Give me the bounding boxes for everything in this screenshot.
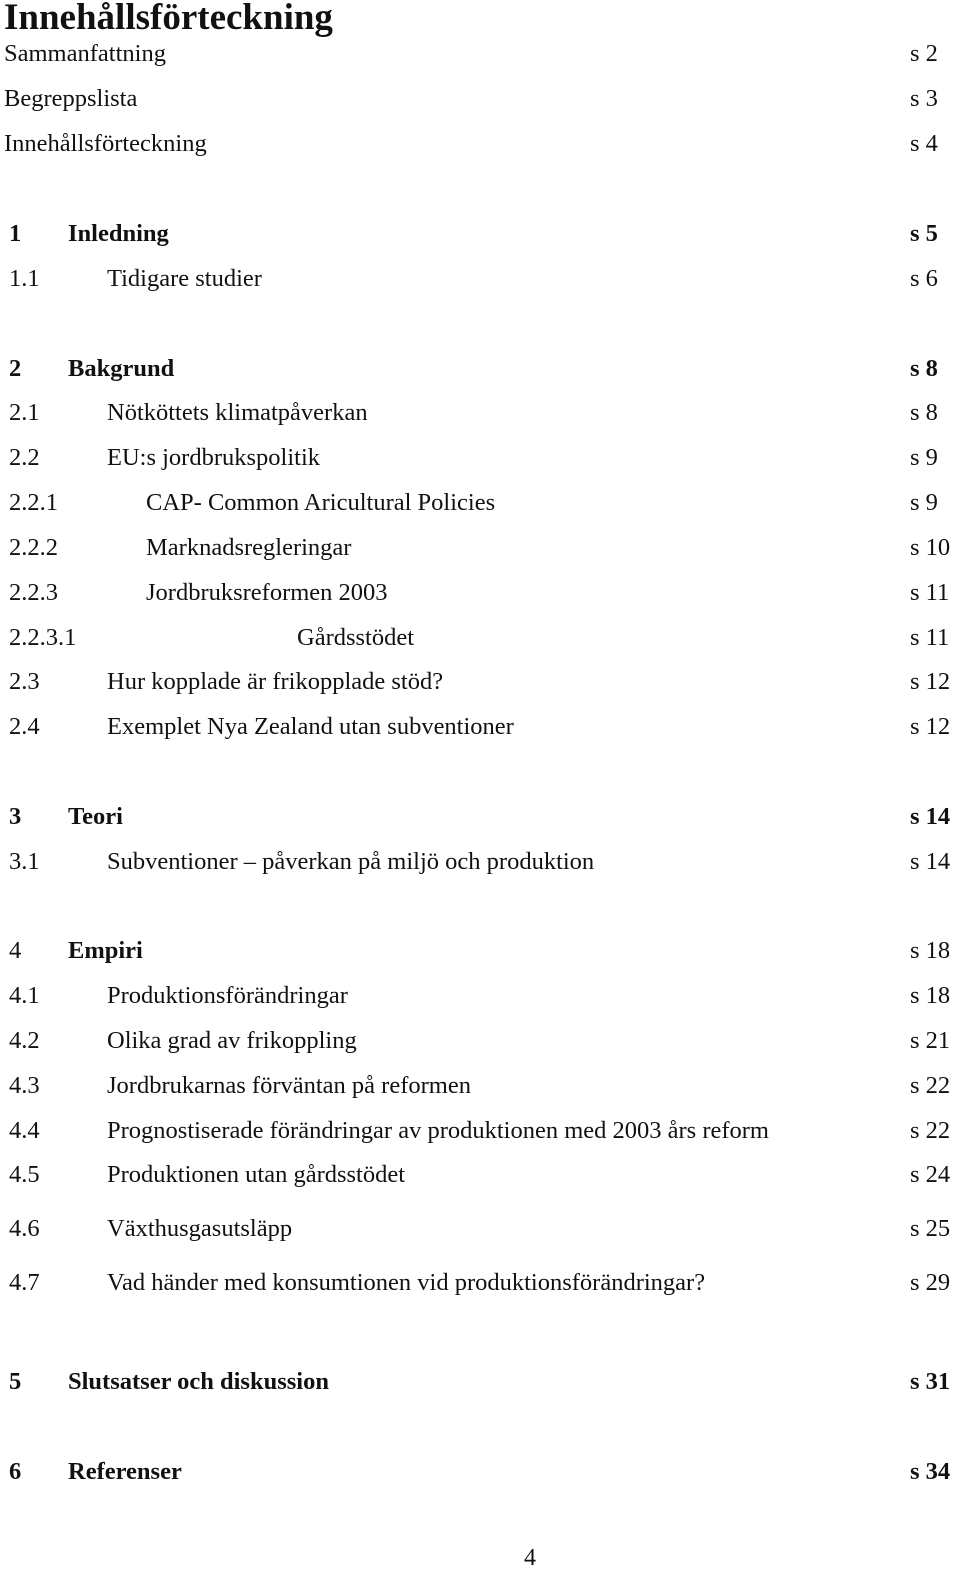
toc-entry-label: Teori	[68, 803, 123, 830]
toc-entry-label: Prognostiserade förändringar av produktionen med 2003 års reform	[107, 1117, 769, 1144]
toc-entry-page: s 3	[910, 85, 938, 112]
toc-entry-2-2-1[interactable]	[0, 488, 960, 518]
toc-entry-4-6[interactable]	[0, 1214, 960, 1244]
toc-entry-label: Nötköttets klimatpåverkan	[107, 399, 368, 426]
toc-entry-number: 4	[9, 937, 22, 964]
toc-entry-number: 2.2.1	[9, 489, 58, 516]
toc-entry-label: Begreppslista	[4, 85, 138, 112]
toc-entry-number: 2.2.3.1	[9, 624, 77, 651]
toc-entry-page: s 14	[910, 803, 951, 830]
toc-entry-number: 1.1	[9, 265, 40, 292]
toc-entry-page: s 12	[910, 668, 951, 695]
toc-entry-label: Marknadsregleringar	[146, 534, 352, 561]
toc-entry-label: Referenser	[68, 1458, 182, 1485]
toc-entry-number: 2	[9, 355, 22, 382]
toc-entry-2-2-3-1[interactable]	[0, 623, 960, 653]
page-title: Innehållsförteckning	[4, 0, 333, 38]
toc-entry-page: s 11	[910, 624, 950, 651]
toc-entry-label: Inledning	[68, 220, 169, 247]
toc-entry-label: Produktionsförändringar	[107, 982, 348, 1009]
toc-chapter-1[interactable]	[0, 219, 960, 249]
toc-entry-label: Empiri	[68, 937, 143, 964]
toc-entry-number: 4.6	[9, 1215, 40, 1242]
toc-chapter-2[interactable]	[0, 354, 960, 384]
toc-entry-page: s 29	[910, 1269, 951, 1296]
toc-entry-2-2[interactable]	[0, 443, 960, 473]
toc-entry-number: 2.1	[9, 399, 40, 426]
toc-entry-number: 2.4	[9, 713, 40, 740]
toc-entry-number: 3	[9, 803, 22, 830]
toc-chapter-4[interactable]	[0, 936, 960, 966]
toc-entry-1-1[interactable]	[0, 264, 960, 294]
toc-entry-number: 2.3	[9, 668, 40, 695]
toc-entry-page: s 12	[910, 713, 951, 740]
toc-entry-label: Innehållsförteckning	[4, 130, 207, 157]
toc-entry-page: s 9	[910, 489, 938, 516]
toc-entry-label: Vad händer med konsumtionen vid produktionsförändringar?	[107, 1269, 706, 1296]
toc-entry-number: 5	[9, 1368, 22, 1395]
toc-entry-number: 2.2	[9, 444, 40, 471]
toc-entry-page: s 31	[910, 1368, 951, 1395]
page-number: 4	[524, 1545, 536, 1571]
toc-entry-page: s 8	[910, 399, 938, 426]
toc-entry-label: Gårdsstödet	[297, 624, 415, 651]
toc-entry-label: Subventioner – påverkan på miljö och produktion	[107, 848, 595, 875]
toc-entry-number: 2.2.3	[9, 579, 58, 606]
toc-entry-sammanfattning[interactable]	[0, 39, 960, 69]
toc-entry-page: s 22	[910, 1072, 951, 1099]
toc-entry-2-2-2[interactable]	[0, 533, 960, 563]
toc-entry-label: Slutsatser och diskussion	[68, 1368, 329, 1395]
toc-entry-label: Tidigare studier	[107, 265, 262, 292]
toc-entry-4-3[interactable]	[0, 1071, 960, 1101]
toc-entry-label: Olika grad av frikoppling	[107, 1027, 357, 1054]
toc-entry-innehallsforteckning[interactable]	[0, 129, 960, 159]
toc-entry-page: s 14	[910, 848, 951, 875]
toc-entry-4-5[interactable]	[0, 1160, 960, 1190]
toc-entry-page: s 18	[910, 937, 951, 964]
toc-entry-page: s 34	[910, 1458, 951, 1485]
toc-entry-number: 2.2.2	[9, 534, 58, 561]
toc-entry-page: s 4	[910, 130, 938, 157]
toc-entry-2-3[interactable]	[0, 667, 960, 697]
toc-entry-number: 4.2	[9, 1027, 40, 1054]
toc-entry-label: Jordbrukarnas förväntan på reformen	[107, 1072, 471, 1099]
toc-entry-number: 4.4	[9, 1117, 40, 1144]
toc-entry-page: s 21	[910, 1027, 951, 1054]
toc-entry-page: s 18	[910, 982, 951, 1009]
toc-entry-page: s 10	[910, 534, 951, 561]
toc-entry-page: s 11	[910, 579, 950, 606]
toc-entry-2-2-3[interactable]	[0, 578, 960, 608]
toc-entry-number: 1	[9, 220, 22, 247]
toc-entry-page: s 9	[910, 444, 938, 471]
toc-entry-label: Exemplet Nya Zealand utan subventioner	[107, 713, 514, 740]
toc-chapter-6[interactable]	[0, 1457, 960, 1487]
toc-entry-label: Bakgrund	[68, 355, 175, 382]
toc-entry-page: s 25	[910, 1215, 951, 1242]
toc-entry-number: 4.3	[9, 1072, 40, 1099]
toc-entry-number: 4.7	[9, 1269, 40, 1296]
toc-entry-page: s 6	[910, 265, 938, 292]
toc-entry-page: s 5	[910, 220, 938, 247]
toc-chapter-5[interactable]	[0, 1367, 960, 1397]
toc-entry-3-1[interactable]	[0, 847, 960, 877]
toc-chapter-3[interactable]	[0, 802, 960, 832]
toc-entry-label: Sammanfattning	[4, 40, 166, 67]
toc-entry-begreppslista[interactable]	[0, 84, 960, 114]
toc-entry-label: Produktionen utan gårdsstödet	[107, 1161, 406, 1188]
toc-entry-page: s 8	[910, 355, 938, 382]
toc-entry-number: 4.5	[9, 1161, 40, 1188]
toc-entry-4-2[interactable]	[0, 1026, 960, 1056]
toc-entry-label: CAP- Common Aricultural Policies	[146, 489, 496, 516]
toc-entry-number: 3.1	[9, 848, 40, 875]
toc-entry-4-1[interactable]	[0, 981, 960, 1011]
toc-entry-page: s 2	[910, 40, 938, 67]
toc-entry-page: s 24	[910, 1161, 951, 1188]
toc-entry-4-7[interactable]	[0, 1268, 960, 1298]
toc-entry-2-1[interactable]	[0, 398, 960, 428]
toc-entry-number: 4.1	[9, 982, 40, 1009]
toc-entry-label: Hur kopplade är frikopplade stöd?	[107, 668, 444, 695]
toc-entry-label: Jordbruksreformen 2003	[146, 579, 388, 606]
toc-entry-number: 6	[9, 1458, 22, 1485]
toc-entry-2-4[interactable]	[0, 712, 960, 742]
toc-entry-label: EU:s jordbrukspolitik	[107, 444, 321, 471]
toc-entry-4-4[interactable]	[0, 1116, 960, 1146]
toc-entry-page: s 22	[910, 1117, 951, 1144]
toc-entry-label: Växthusgasutsläpp	[107, 1215, 293, 1242]
